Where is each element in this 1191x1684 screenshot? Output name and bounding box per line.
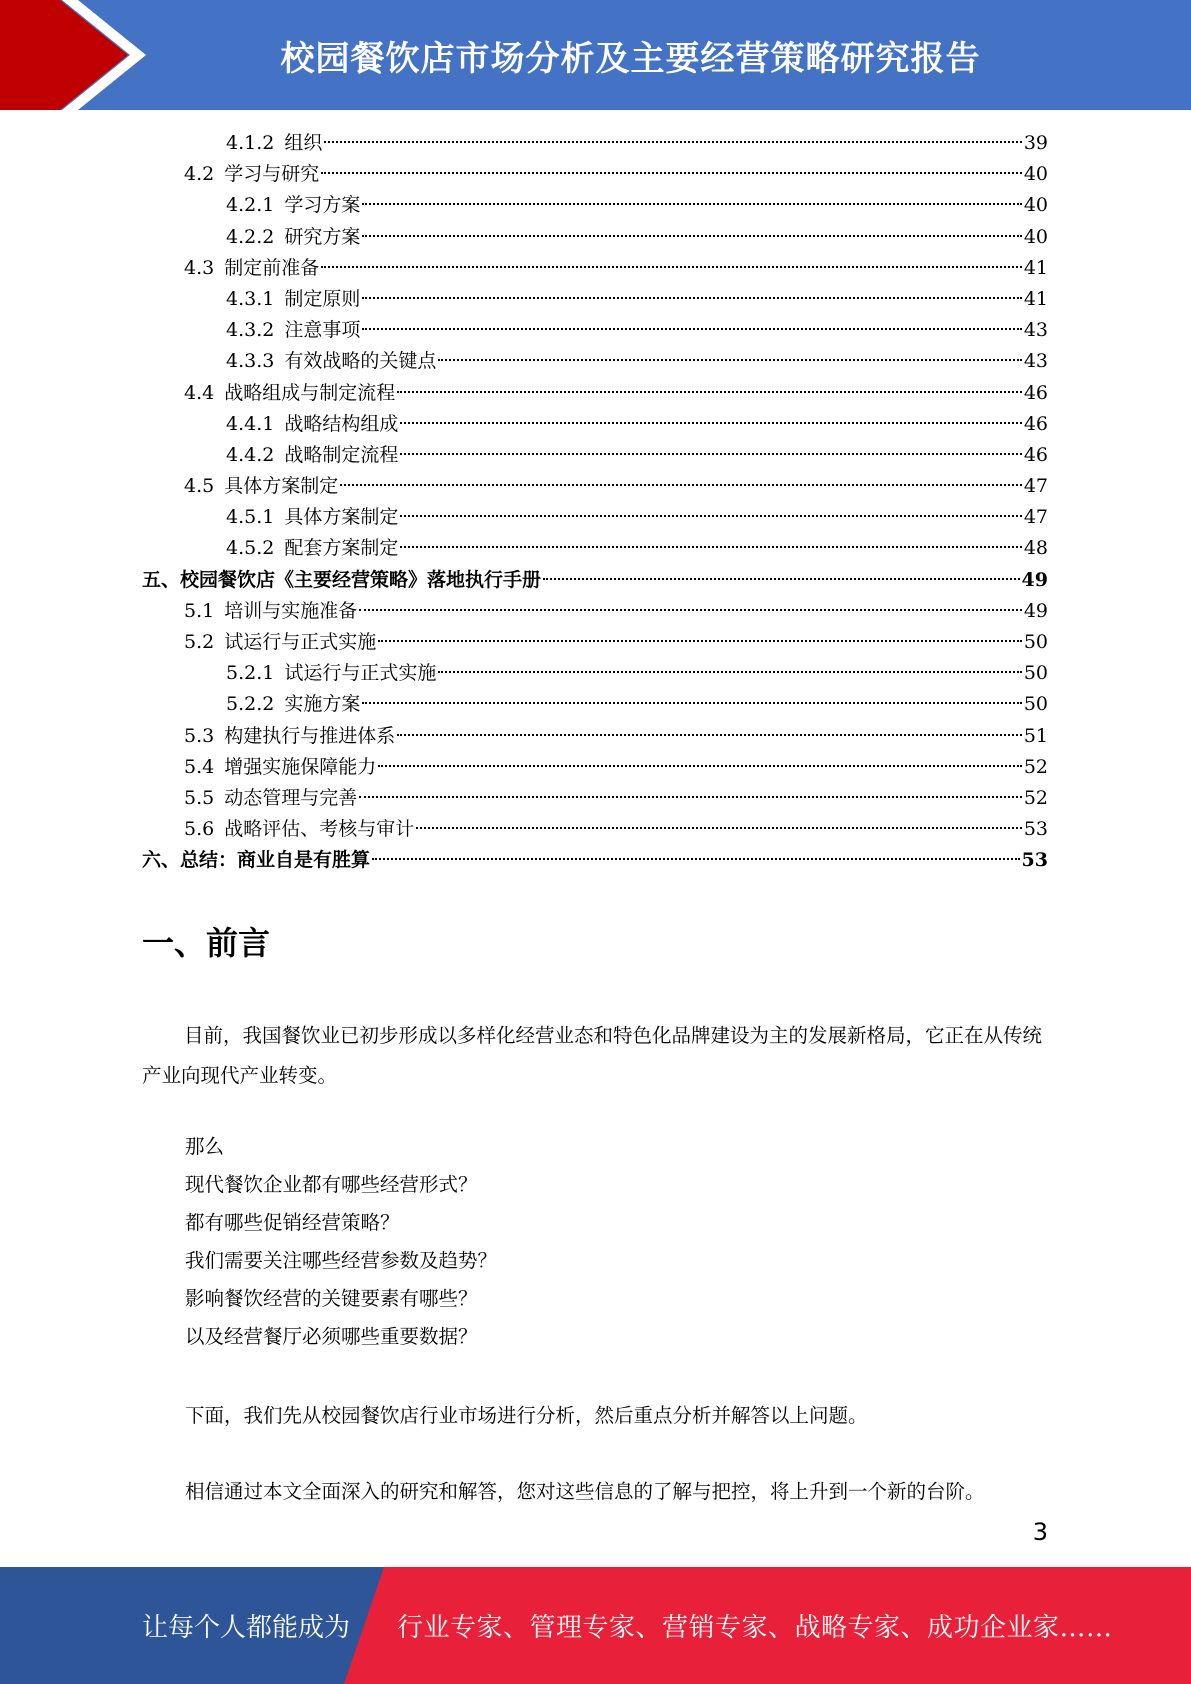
toc-entry-number: 4.5 (184, 475, 215, 498)
toc-entry-page: 40 (1023, 163, 1048, 186)
toc-entry[interactable] (142, 284, 1048, 315)
toc-entry-title: 具体方案制定 (284, 506, 399, 529)
toc-entry[interactable] (142, 533, 1048, 564)
toc-entry-number: 4.2 (184, 163, 215, 186)
toc-dot-leader (362, 328, 1021, 330)
toc-entry-title: 五、校园餐饮店《主要经营策略》落地执行手册 (142, 568, 542, 591)
page-number: 3 (1032, 1518, 1048, 1546)
page-header (0, 0, 1191, 110)
footer-slogan-right: 行业专家、管理专家、营销专家、战略专家、成功企业家…… (397, 1613, 1113, 1643)
toc-entry-title: 组织 (284, 132, 323, 154)
toc-entry-number: 5.2.2 (226, 693, 275, 716)
toc-entry-title: 战略评估、考核与审计 (224, 818, 415, 841)
toc-entry-title: 研究方案 (284, 225, 361, 248)
toc-entry-title: 有效战略的关键点 (284, 350, 437, 373)
toc-dot-leader (416, 827, 1022, 829)
section-heading: 一、前言 (142, 924, 271, 962)
toc-dot-leader (340, 484, 1022, 486)
toc-entry[interactable] (142, 378, 1048, 409)
toc-entry-title: 实施方案 (284, 693, 361, 716)
toc-entry[interactable] (142, 222, 1048, 253)
toc-dot-leader (321, 266, 1022, 268)
toc-entry-page: 50 (1023, 693, 1048, 716)
toc-dot-leader (372, 858, 1020, 860)
toc-entry-number: 4.2.1 (226, 194, 275, 217)
table-of-contents (142, 128, 1048, 877)
toc-entry-page: 46 (1023, 443, 1048, 466)
toc-dot-leader (543, 578, 1020, 580)
toc-dot-leader (359, 609, 1022, 611)
toc-entry-page: 46 (1023, 381, 1048, 404)
toc-entry-number: 4.5.1 (226, 506, 275, 529)
toc-entry-page: 51 (1023, 724, 1048, 747)
toc-entry-title: 制定前准备 (224, 256, 320, 279)
toc-entry-page: 40 (1023, 194, 1048, 217)
toc-entry[interactable] (142, 721, 1048, 752)
toc-entry[interactable] (142, 783, 1048, 814)
next-paragraph: 下面，我们先从校园餐饮店行业市场进行分析，然后重点分析并解答以上问题。 (185, 1404, 868, 1427)
toc-entry[interactable] (142, 845, 1048, 876)
header-chevron-graphic (0, 0, 160, 110)
toc-dot-leader (400, 515, 1021, 517)
toc-entry-title: 制定原则 (284, 287, 361, 310)
question-item: 都有哪些促销经营策略？ (185, 1211, 400, 1234)
toc-entry-page: 49 (1021, 568, 1048, 591)
toc-entry[interactable] (142, 159, 1048, 190)
toc-entry-page: 52 (1023, 755, 1048, 778)
toc-entry[interactable] (142, 502, 1048, 533)
toc-entry-number: 5.6 (184, 818, 215, 841)
toc-entry[interactable] (142, 346, 1048, 377)
toc-entry[interactable] (142, 128, 1048, 159)
footer-slogan-left: 让每个人都能成为 (142, 1613, 351, 1643)
toc-entry-title: 试运行与正式实施 (224, 631, 377, 653)
toc-entry[interactable] (142, 658, 1048, 689)
toc-dot-leader (362, 702, 1021, 704)
toc-entry-number: 5.4 (184, 755, 215, 778)
toc-entry-number: 4.3.1 (226, 287, 275, 310)
toc-entry-number: 5.1 (184, 599, 215, 622)
toc-entry-page: 41 (1023, 287, 1048, 310)
toc-dot-leader (400, 546, 1021, 548)
closing-paragraph: 相信通过本文全面深入的研究和解答，您对这些信息的了解与把控，将上升到一个新的台阶。 (185, 1480, 985, 1503)
toc-entry[interactable] (142, 627, 1048, 658)
toc-entry-number: 4.4.2 (226, 443, 275, 466)
page-footer (0, 1567, 1191, 1684)
toc-entry-title: 具体方案制定 (224, 475, 339, 498)
toc-entry-page: 50 (1023, 631, 1048, 653)
question-item: 影响餐饮经营的关键要素有哪些？ (185, 1287, 478, 1310)
toc-dot-leader (397, 391, 1022, 393)
toc-entry-number: 4.3.2 (226, 319, 275, 342)
toc-entry-title: 战略组成与制定流程 (224, 381, 396, 404)
toc-entry-number: 4.3 (184, 256, 215, 279)
toc-entry[interactable] (142, 409, 1048, 440)
toc-dot-leader (362, 297, 1021, 299)
toc-entry-title: 注意事项 (284, 319, 361, 342)
question-item: 我们需要关注哪些经营参数及趋势？ (185, 1249, 498, 1272)
toc-entry[interactable] (142, 471, 1048, 502)
toc-entry-number: 5.2 (184, 631, 215, 653)
toc-dot-leader (397, 734, 1022, 736)
question-list (185, 1128, 497, 1356)
toc-entry-title: 战略制定流程 (284, 443, 399, 466)
toc-entry-page: 47 (1023, 475, 1048, 498)
toc-dot-leader (438, 671, 1021, 673)
toc-dot-leader (400, 422, 1021, 424)
toc-entry-title: 试运行与正式实施 (284, 662, 437, 685)
toc-dot-leader (362, 235, 1021, 237)
toc-dot-leader (362, 203, 1021, 205)
toc-dot-leader (400, 453, 1021, 455)
toc-entry-page: 47 (1023, 506, 1048, 529)
toc-dot-leader (324, 141, 1021, 143)
toc-entry-page: 39 (1023, 132, 1048, 154)
toc-dot-leader (359, 796, 1022, 798)
toc-entry[interactable] (142, 689, 1048, 720)
toc-dot-leader (378, 765, 1022, 767)
toc-entry-number: 4.4.1 (226, 412, 275, 435)
report-title: 校园餐饮店市场分析及主要经营策略研究报告 (280, 38, 981, 79)
toc-entry-number: 4.5.2 (226, 537, 275, 560)
toc-entry-page: 49 (1023, 599, 1048, 622)
toc-entry-title: 学习与研究 (224, 163, 320, 186)
toc-entry-page: 50 (1023, 662, 1048, 685)
toc-entry-title: 学习方案 (284, 194, 361, 217)
question-item: 以及经营餐厅必须哪些重要数据？ (185, 1325, 478, 1348)
toc-entry[interactable] (142, 565, 1048, 596)
intro-paragraph: 目前，我国餐饮业已初步形成以多样化经营业态和特色化品牌建设为主的发展新格局，它正在从传统产业向现代产业转变。 (142, 1024, 1043, 1087)
toc-entry-number: 4.1.2 (226, 132, 275, 154)
toc-entry-number: 4.4 (184, 381, 215, 404)
toc-entry[interactable] (142, 315, 1048, 346)
toc-entry[interactable] (142, 814, 1048, 845)
question-item: 那么 (185, 1135, 225, 1158)
toc-entry-page: 41 (1023, 256, 1048, 279)
toc-entry-page: 40 (1023, 225, 1048, 248)
toc-entry-page: 48 (1023, 537, 1048, 560)
toc-entry-title: 培训与实施准备 (224, 599, 358, 622)
toc-dot-leader (378, 640, 1022, 642)
toc-entry-title: 增强实施保障能力 (224, 755, 377, 778)
toc-entry[interactable] (142, 752, 1048, 783)
toc-entry[interactable] (142, 253, 1048, 284)
toc-dot-leader (321, 172, 1022, 174)
toc-entry-number: 5.3 (184, 724, 215, 747)
toc-entry-page: 53 (1021, 849, 1048, 872)
toc-entry-page: 43 (1023, 350, 1048, 373)
toc-entry-number: 5.5 (184, 786, 215, 809)
toc-entry-number: 5.2.1 (226, 662, 275, 685)
toc-entry-title: 配套方案制定 (284, 537, 399, 560)
toc-entry-title: 六、总结：商业自是有胜算 (142, 849, 371, 872)
toc-entry[interactable] (142, 440, 1048, 471)
toc-entry[interactable] (142, 190, 1048, 221)
toc-entry-page: 52 (1023, 786, 1048, 809)
question-item: 现代餐饮企业都有哪些经营形式？ (185, 1173, 478, 1196)
toc-entry-number: 4.2.2 (226, 225, 275, 248)
toc-entry-page: 46 (1023, 412, 1048, 435)
toc-entry-page: 53 (1023, 818, 1048, 841)
toc-entry-title: 动态管理与完善 (224, 786, 358, 809)
toc-entry[interactable] (142, 596, 1048, 627)
toc-dot-leader (438, 359, 1021, 361)
toc-entry-page: 43 (1023, 319, 1048, 342)
toc-entry-number: 4.3.3 (226, 350, 275, 373)
toc-entry-title: 战略结构组成 (284, 412, 399, 435)
toc-entry-title: 构建执行与推进体系 (224, 724, 396, 747)
